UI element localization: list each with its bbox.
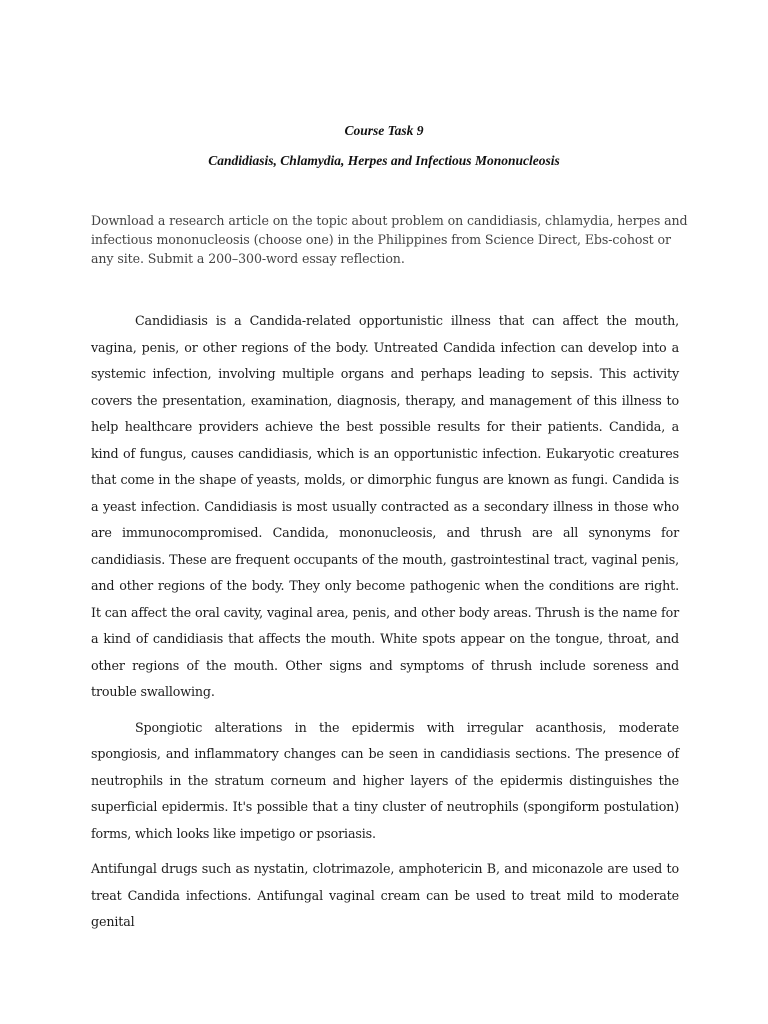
essay-body [91, 308, 679, 945]
document-title: Course Task 9 [344, 123, 424, 138]
assignment-prompt: Download a research article on the topic about problem on candidiasis, chlamydia, herpes and infectious mononucleosis (choose one) in the Philippines from Science Direct, Ebs-cohost or any site. Submit a 200–300-word essay reflection. [91, 213, 688, 266]
essay-paragraph-3: Antifungal drugs such as nystatin, clotrimazole, amphotericin B, and miconazole are used to treat Candida infections. Antifungal vaginal cream can be used to treat mild to moderate genital [91, 861, 679, 929]
essay-paragraph-1: Candidiasis is a Candida-related opportunistic illness that can affect the mouth, vagina, penis, or other regions of the body. Untreated Candida infection can develop into a systemic infection, involving multiple organs and perhaps leading to sepsis. This activity covers the presentation, examination, diagnosis, therapy, and management of this illness to help healthcare providers achieve the best possible results for their patients. Candida, a kind of fungus, causes candidiasis, which is an opportunistic infection. Eukaryotic creatures that come in the shape of yeasts, molds, or dimorphic fungus are known as fungi. Candida is a yeast infection. Candidiasis is most usually contracted as a secondary illness in those who are immunocompromised. Candida, mononucleosis, and thrush are all synonyms for candidiasis. These are frequent occupants of the mouth, gastrointestinal tract, vaginal penis, and other regions of the body. They only become pathogenic when the conditions are right. It can affect the oral cavity, vaginal area, penis, and other body areas. Thrush is the name for a kind of candidiasis that affects the mouth. White spots appear on the tongue, throat, and other regions of the mouth. Other signs and symptoms of thrush include soreness and trouble swallowing. [91, 313, 679, 699]
document-subtitle: Candidiasis, Chlamydia, Herpes and Infectious Mononucleosis [208, 153, 560, 168]
essay-paragraph-2: Spongiotic alterations in the epidermis with irregular acanthosis, moderate spongiosis, and inflammatory changes can be seen in candidiasis sections. The presence of neutrophils in the stratum corneum and higher layers of the epidermis distinguishes the superficial epidermis. It's possible that a tiny cluster of neutrophils (spongiform postulation) forms, which looks like impetigo or psoriasis. [91, 719, 679, 841]
